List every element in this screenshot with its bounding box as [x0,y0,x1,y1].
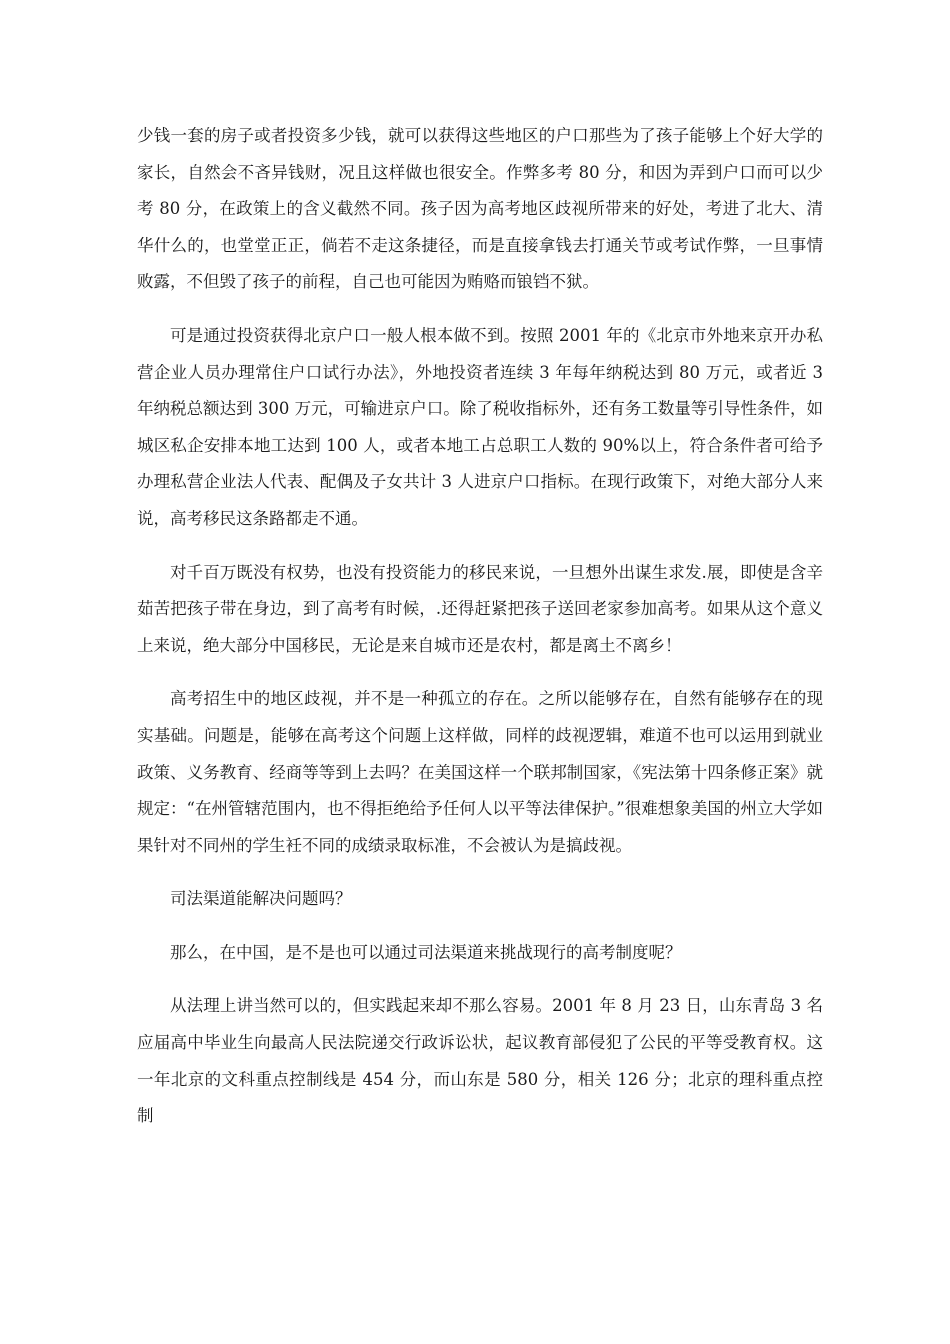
paragraph-7: 从法理上讲当然可以的，但实践起来却不那么容易。2001 年 8 月 23 日，山东青岛 3 名应届高中毕业生向最高人民法院递交行政诉讼状，起议教育部侵犯了公民的平等受教育权。这一年北京的文科重点控制线是 454 分，而山东是 580 分，相关 126 分；北京的理科重点控制 [137,996,823,1126]
paragraph-2: 可是通过投资获得北京户口一般人根本做不到。按照 2001 年的《北京市外地来京开办私营企业人员办理常住户口试行办法》，外地投资者连续 3 年每年纳税达到 80 万元，或者近 3 年纳税总额达到 300 万元，可输进京户口。除了税收指标外，还有务工数量等引导性条件，如城区私企安排本地工达到 100 人，或者本地工占总职工人数的 90%以上，符合条件者可给予办理私营企业法人代表、配偶及子女共计 3 人进京户口指标。在现行政策下，对绝大部分人来说，高考移民这条路都走不通。 [137,325,823,528]
section-heading: 司法渠道能解决问题吗？ [170,889,352,909]
document-body [137,118,823,1152]
paragraph-1: 少钱一套的房子或者投资多少钱，就可以获得这些地区的户口那些为了孩子能够上个好大学的家长，自然会不吝异钱财，况且这样做也很安全。作弊多考 80 分，和因为弄到户口而可以少考 80 分，在政策上的含义截然不同。孩子因为高考地区歧视所带来的好处，考进了北大、清华什么的，也堂堂正正，倘若不走这条捷径，而是直接拿钱去打通关节或考试作弊，一旦事情败露，不但毁了孩子的前程，自己也可能因为贿赂而锒铛不狱。 [137,126,823,292]
paragraph-4: 高考招生中的地区歧视，并不是一种孤立的存在。之所以能够存在，自然有能够存在的现实基础。问题是，能够在高考这个问题上这样做，同样的歧视逻辑，难道不也可以运用到就业政策、义务教育、经商等等到上去吗？在美国这样一个联邦制国家，《宪法第十四条修正案》就规定：“在州管辖范围内，也不得拒绝给予任何人以平等法律保护。”很难想象美国的州立大学如果针对不同州的学生衽不同的成绩录取标准，不会被认为是搞歧视。 [137,689,823,855]
paragraph-6: 那么，在中国，是不是也可以通过司法渠道来挑战现行的高考制度呢？ [170,942,682,962]
paragraph-3: 对千百万既没有权势，也没有投资能力的移民来说，一旦想外出谋生求发.展，即使是含辛茹苦把孩子带在身边，到了高考有时候，.还得赶紧把孩子送回老家参加高考。如果从这个意义上来说，绝大部分中国移民，无论是来自城市还是农村，都是离土不离乡！ [137,562,823,655]
